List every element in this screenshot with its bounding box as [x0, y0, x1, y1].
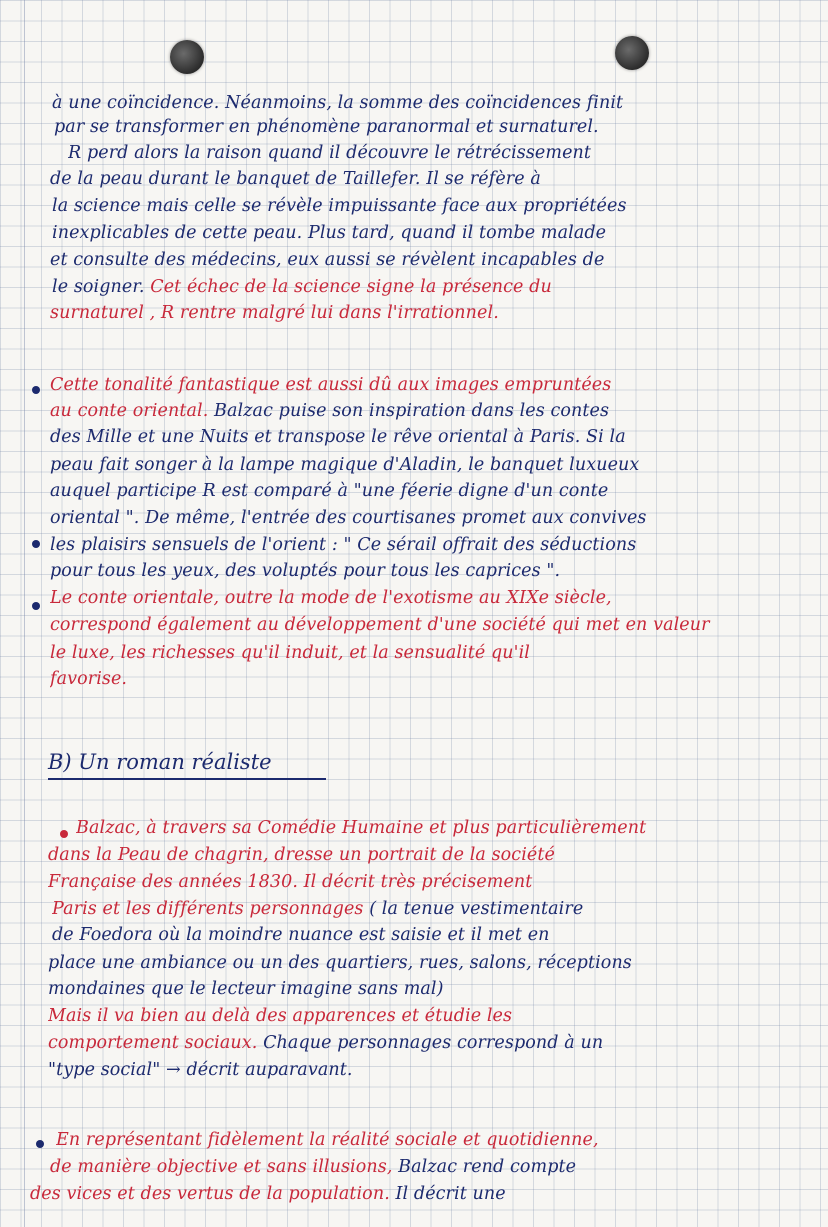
text-segment: comportement sociaux. [48, 1033, 264, 1053]
text-line [52, 274, 828, 300]
text-line: Balzac, à travers sa Comédie Humaine et plus particulièrement [76, 818, 647, 838]
text-segment: au conte oriental. [50, 401, 215, 421]
text-line: "type social" → décrit auparavant. [48, 1060, 353, 1080]
text-line: Française des années 1830. Il décrit très précisement [48, 872, 533, 892]
text-line: correspond également au développement d'une société qui met en valeur [50, 615, 710, 635]
text-line [50, 398, 828, 424]
text-line: inexplicables de cette peau. Plus tard, quand il tombe malade [52, 223, 607, 243]
text-segment: le soigner. [52, 277, 151, 297]
text-line: En représentant fidèlement la réalité sociale et quotidienne, [56, 1130, 599, 1150]
text-line: Mais il va bien au delà des apparences et étudie les [48, 1006, 513, 1026]
text-line: auquel participe R est comparé à "une féerie digne d'un conte [50, 481, 609, 501]
text-segment: Chaque personnages correspond à un [263, 1033, 604, 1053]
text-line [48, 1030, 828, 1056]
heading-underline [48, 778, 326, 780]
text-line [52, 896, 828, 922]
text-segment: Paris et les différents personnages [52, 899, 370, 919]
text-segment: Balzac puise son inspiration dans les contes [214, 401, 610, 421]
text-segment: des vices et des vertus de la population. [30, 1184, 396, 1204]
text-line: surnaturel , R rentre malgré lui dans l'irrationnel. [50, 303, 499, 323]
text-segment: Il décrit une [395, 1184, 506, 1204]
text-line: mondaines que le lecteur imagine sans mal) [48, 979, 444, 999]
binder-hole-left [170, 40, 204, 74]
margin-line [24, 0, 25, 1227]
text-line [30, 1181, 820, 1207]
text-line: pour tous les yeux, des voluptés pour tous les caprices ". [50, 561, 561, 581]
text-line: des Mille et une Nuits et transpose le rêve oriental à Paris. Si la [50, 427, 626, 447]
text-line: dans la Peau de chagrin, dresse un portrait de la société [48, 845, 555, 865]
bullet-dot [32, 386, 40, 394]
text-line: et consulte des médecins, eux aussi se révèlent incapables de [50, 250, 605, 270]
bullet-dot [32, 602, 40, 610]
text-line: favorise. [50, 669, 128, 689]
text-line: de la peau durant le banquet de Taillefer. Il se réfère à [50, 169, 541, 189]
text-line: place une ambiance ou un des quartiers, rues, salons, réceptions [48, 953, 632, 973]
text-line: la science mais celle se révèle impuissante face aux propriétées [52, 196, 627, 216]
text-line: Le conte orientale, outre la mode de l'exotisme au XIXe siècle, [50, 588, 612, 608]
text-segment: de manière objective et sans illusions, [50, 1157, 399, 1177]
text-line: peau fait songer à la lampe magique d'Aladin, le banquet luxueux [50, 455, 640, 475]
bullet-dot [36, 1140, 44, 1148]
text-line: oriental ". De même, l'entrée des courtisanes promet aux convives [50, 508, 647, 528]
text-line: les plaisirs sensuels de l'orient : " Ce sérail offrait des séductions [50, 535, 637, 555]
text-line: le luxe, les richesses qu'il induit, et la sensualité qu'il [50, 643, 530, 663]
text-line: Cette tonalité fantastique est aussi dû aux images empruntées [50, 375, 612, 395]
text-line: à une coïncidence. Néanmoins, la somme des coïncidences finit [52, 93, 624, 113]
section-heading: B) Un roman réaliste [48, 750, 272, 774]
text-line: R perd alors la raison quand il découvre le rétrécissement [68, 143, 592, 163]
text-line [50, 1154, 828, 1180]
text-segment: ( la tenue vestimentaire [369, 899, 584, 919]
bullet-dot [32, 540, 40, 548]
text-line: par se transformer en phénomène paranormal et surnaturel. [54, 117, 599, 137]
binder-hole-right [615, 36, 649, 70]
text-segment: Cet échec de la science signe la présence du [150, 277, 552, 297]
bullet-dot [60, 830, 68, 838]
text-line: de Foedora où la moindre nuance est saisie et il met en [52, 925, 550, 945]
text-segment: Balzac rend compte [398, 1157, 577, 1177]
